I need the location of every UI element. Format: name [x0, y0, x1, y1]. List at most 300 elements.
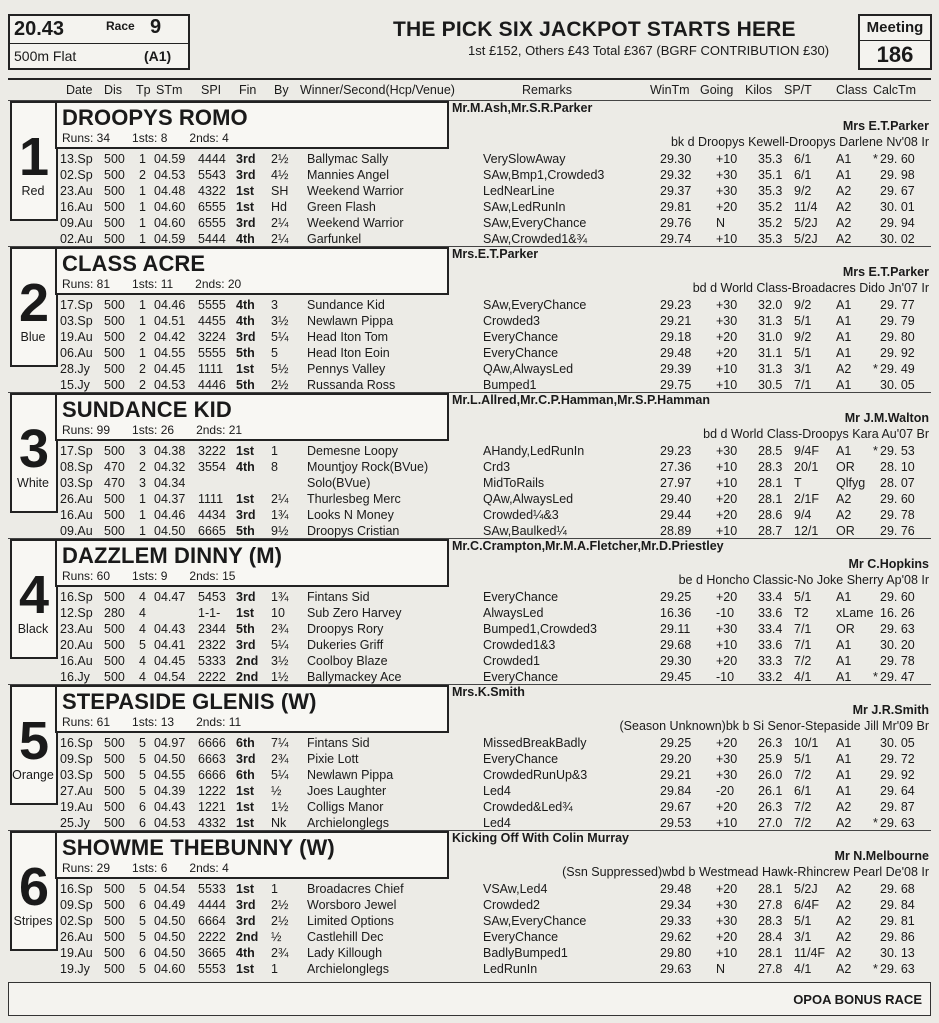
- run-win-time: 16.36: [660, 606, 692, 620]
- run-going: +20: [716, 508, 738, 522]
- run-sectional-time: 04.46: [154, 298, 186, 312]
- form-line: [0, 736, 939, 752]
- dog-name-box: [55, 101, 449, 149]
- run-sectional-time: 04.45: [154, 362, 186, 376]
- run-finish: 5th: [236, 378, 255, 392]
- run-going: N: [716, 216, 726, 230]
- run-trap: 5: [139, 784, 146, 798]
- run-distance: 470: [104, 476, 125, 490]
- owners: Mr.M.Ash,Mr.S.R.Parker: [452, 101, 593, 115]
- run-date: 09.Sp: [60, 898, 93, 912]
- run-win-time: 29.18: [660, 330, 692, 344]
- run-positions: 1111: [198, 362, 224, 376]
- form-line: [0, 946, 939, 962]
- form-line: [0, 784, 939, 800]
- run-sectional-time: 04.41: [154, 638, 186, 652]
- run-positions: 5555: [198, 298, 226, 312]
- run-weight: 28.3: [758, 460, 783, 474]
- run-class: A2: [836, 882, 852, 896]
- run-win-time: 29.37: [660, 184, 692, 198]
- run-trap: 2: [139, 460, 146, 474]
- run-date: 03.Sp: [60, 476, 93, 490]
- run-starting-price: 7/2: [794, 768, 812, 782]
- run-going: +30: [716, 314, 738, 328]
- run-trap: 1: [139, 216, 146, 230]
- run-trap: 5: [139, 882, 146, 896]
- run-going: +30: [716, 168, 738, 182]
- run-trap: 1: [139, 200, 146, 214]
- run-going: +10: [716, 524, 738, 538]
- form-line: [0, 298, 939, 314]
- run-going: -10: [716, 606, 735, 620]
- run-weight: 31.3: [758, 362, 783, 376]
- run-date: 26.Au: [60, 930, 93, 944]
- run-win-time: 29.68: [660, 638, 692, 652]
- run-margin: 2¾: [271, 622, 289, 636]
- run-date: 15.Jy: [60, 378, 90, 392]
- run-going: +20: [716, 930, 738, 944]
- form-line: [0, 200, 939, 216]
- form-line: [0, 590, 939, 606]
- form-line: [0, 962, 939, 978]
- run-sectional-time: 04.42: [154, 330, 186, 344]
- run-margin: 2½: [271, 152, 289, 166]
- run-date: 13.Sp: [60, 152, 93, 166]
- run-weight: 31.1: [758, 346, 783, 360]
- run-positions: 3224: [198, 330, 226, 344]
- col-going: Going: [700, 83, 734, 97]
- run-date: 16.Au: [60, 200, 93, 214]
- run-finish: 6th: [236, 768, 255, 782]
- form-lines: [0, 444, 939, 540]
- run-sectional-time: 04.50: [154, 930, 186, 944]
- dog-name: DROOPYS ROMO: [62, 105, 248, 130]
- run-margin: 2¼: [271, 232, 289, 246]
- calc-time-value: 29. 81: [880, 914, 915, 928]
- run-weight: 33.6: [758, 606, 783, 620]
- run-positions: 2322: [198, 638, 226, 652]
- run-class: A1: [836, 168, 852, 182]
- run-remarks: QAw,AlwaysLed: [483, 362, 574, 376]
- run-weight: 27.0: [758, 816, 783, 830]
- run-trap: 5: [139, 914, 146, 928]
- form-line: [0, 362, 939, 378]
- run-positions: 6555: [198, 200, 226, 214]
- run-class: A1: [836, 670, 852, 684]
- breeding: (Ssn Suppressed)wbd b Westmead Hawk-Rhincrew Pearl De'08 Ir: [562, 865, 929, 879]
- run-finish: 4th: [236, 946, 255, 960]
- run-margin: 3½: [271, 314, 289, 328]
- run-win-time: 29.25: [660, 590, 692, 604]
- dog-name-box: [55, 539, 449, 587]
- run-positions: 5333: [198, 654, 226, 668]
- run-trap: 6: [139, 800, 146, 814]
- run-remarks: SAw,LedRunIn: [483, 200, 566, 214]
- run-starting-price: T: [794, 476, 802, 490]
- col-dis: Dis: [104, 83, 123, 97]
- meeting-number: 186: [876, 42, 914, 67]
- run-going: +20: [716, 492, 738, 506]
- run-weight: 33.4: [758, 622, 783, 636]
- run-weight: 28.7: [758, 524, 783, 538]
- dog-stats: [62, 131, 229, 145]
- run-starting-price: 9/2: [794, 330, 812, 344]
- calc-time-value: 16. 26: [880, 606, 915, 620]
- col-tp: Tp: [136, 83, 151, 97]
- run-winner: Newlawn Pippa: [307, 768, 394, 782]
- run-starting-price: 2/1F: [794, 492, 820, 506]
- run-margin: 2½: [271, 914, 289, 928]
- run-positions: 4332: [198, 816, 226, 830]
- calc-time-value: 29. 92: [880, 768, 915, 782]
- dog-wins: 1sts: 6: [132, 861, 168, 875]
- run-win-time: 29.34: [660, 898, 692, 912]
- run-trap: 4: [139, 590, 146, 604]
- run-starting-price: 10/1: [794, 736, 819, 750]
- run-finish: 4th: [236, 460, 255, 474]
- col-winner: Winner/Second(Hcp/Venue): [300, 83, 455, 97]
- run-finish: 6th: [236, 736, 255, 750]
- run-sectional-time: 04.60: [154, 200, 186, 214]
- run-sectional-time: 04.39: [154, 784, 186, 798]
- run-margin: 2¾: [271, 752, 289, 766]
- calc-time-value: 29. 84: [880, 898, 915, 912]
- run-margin: 3½: [271, 654, 289, 668]
- run-trap: 2: [139, 362, 146, 376]
- run-win-time: 29.25: [660, 736, 692, 750]
- footer-box: [8, 982, 931, 1016]
- col-spi: SPI: [201, 83, 222, 97]
- run-positions: 6666: [198, 736, 226, 750]
- run-margin: 7¼: [271, 736, 289, 750]
- trap-colour: Red: [21, 184, 45, 198]
- dog-seconds: 2nds: 4: [189, 861, 229, 875]
- meeting-box: [858, 14, 932, 70]
- run-sectional-time: 04.45: [154, 654, 186, 668]
- col-kilos: Kilos: [745, 83, 773, 97]
- run-trap: 4: [139, 606, 146, 620]
- calc-time-value: 30. 01: [880, 200, 915, 214]
- run-finish: 1st: [236, 492, 255, 506]
- run-distance: 280: [104, 606, 125, 620]
- calc-time-value: 29. 47: [880, 670, 915, 684]
- run-distance: 500: [104, 736, 125, 750]
- run-win-time: 29.62: [660, 930, 692, 944]
- run-trap: 1: [139, 184, 146, 198]
- run-trap: 5: [139, 752, 146, 766]
- run-distance: 500: [104, 216, 125, 230]
- dog-seconds: 2nds: 15: [189, 569, 236, 583]
- run-winner: Fintans Sid: [307, 590, 370, 604]
- col-fin: Fin: [239, 83, 257, 97]
- calc-time-value: 29. 53: [880, 444, 915, 458]
- run-starting-price: 5/1: [794, 346, 812, 360]
- run-margin: SH: [271, 184, 289, 198]
- form-line: [0, 654, 939, 670]
- run-date: 26.Au: [60, 492, 93, 506]
- form-line: [0, 460, 939, 476]
- run-finish: 2nd: [236, 930, 259, 944]
- run-class: A2: [836, 362, 852, 376]
- trainer: Mr J.R.Smith: [852, 703, 929, 717]
- run-win-time: 27.36: [660, 460, 692, 474]
- run-finish: 1st: [236, 800, 255, 814]
- form-line: [0, 168, 939, 184]
- run-winner: Mannies Angel: [307, 168, 390, 182]
- run-remarks: EveryChance: [483, 930, 559, 944]
- col-sp: SP/T: [784, 83, 812, 97]
- run-weight: 26.0: [758, 768, 783, 782]
- run-going: +20: [716, 882, 738, 896]
- run-going: +30: [716, 768, 738, 782]
- run-distance: 500: [104, 816, 125, 830]
- run-starting-price: T2: [794, 606, 809, 620]
- runner-entry: [0, 100, 939, 246]
- run-winner: Lady Killough: [307, 946, 383, 960]
- run-going: +10: [716, 232, 738, 246]
- calc-time-value: 29. 92: [880, 346, 915, 360]
- run-remarks: EveryChance: [483, 330, 559, 344]
- run-remarks: EveryChance: [483, 590, 559, 604]
- run-sectional-time: 04.50: [154, 946, 186, 960]
- col-remarks: Remarks: [522, 83, 573, 97]
- run-remarks: EveryChance: [483, 346, 559, 360]
- run-positions: 4322: [198, 184, 226, 198]
- run-trap: 6: [139, 816, 146, 830]
- run-sectional-time: 04.46: [154, 508, 186, 522]
- run-trap: 2: [139, 330, 146, 344]
- dog-seconds: 2nds: 21: [196, 423, 243, 437]
- run-going: +10: [716, 362, 738, 376]
- race-distance: 500m Flat: [14, 48, 77, 64]
- run-going: +30: [716, 914, 738, 928]
- run-winner: Pennys Valley: [307, 362, 386, 376]
- run-remarks: Crowded1&3: [483, 638, 556, 652]
- run-date: 03.Sp: [60, 314, 93, 328]
- run-trap: 2: [139, 168, 146, 182]
- run-finish: 4th: [236, 232, 255, 246]
- form-line: [0, 346, 939, 362]
- run-win-time: 29.40: [660, 492, 692, 506]
- race-info-divider: [10, 43, 188, 44]
- run-starting-price: 6/1: [794, 168, 812, 182]
- dog-name-box: [55, 685, 449, 733]
- col-wintm: WinTm: [650, 83, 690, 97]
- run-distance: 500: [104, 670, 125, 684]
- run-remarks: Bumped1,Crowded3: [483, 622, 597, 636]
- run-win-time: 29.80: [660, 946, 692, 960]
- run-finish: 1st: [236, 606, 255, 620]
- run-date: 25.Jy: [60, 816, 90, 830]
- run-win-time: 29.48: [660, 346, 692, 360]
- run-win-time: 29.81: [660, 200, 692, 214]
- calc-time-value: 29. 63: [880, 962, 915, 976]
- run-positions: 6555: [198, 216, 226, 230]
- form-line: [0, 330, 939, 346]
- run-starting-price: 20/1: [794, 460, 819, 474]
- calc-time-value: 29. 63: [880, 816, 915, 830]
- run-class: A1: [836, 314, 852, 328]
- run-sectional-time: 04.37: [154, 492, 186, 506]
- runner-entry: [0, 538, 939, 684]
- run-weight: 28.1: [758, 492, 783, 506]
- run-starting-price: 3/1: [794, 362, 812, 376]
- run-weight: 25.9: [758, 752, 783, 766]
- run-starting-price: 11/4: [794, 200, 818, 214]
- run-sectional-time: 04.53: [154, 816, 186, 830]
- run-going: +10: [716, 946, 738, 960]
- run-weight: 32.0: [758, 298, 783, 312]
- dog-stats: [62, 715, 241, 729]
- run-margin: 5¼: [271, 638, 289, 652]
- run-trap: 1: [139, 298, 146, 312]
- run-weight: 26.3: [758, 800, 783, 814]
- run-class: A2: [836, 816, 852, 830]
- calc-time-value: 30. 05: [880, 736, 915, 750]
- calc-time-value: 29. 98: [880, 168, 915, 182]
- run-margin: Hd: [271, 200, 287, 214]
- run-remarks: Crowded2: [483, 898, 540, 912]
- run-trap: 5: [139, 736, 146, 750]
- run-weight: 33.6: [758, 638, 783, 652]
- run-class: A1: [836, 784, 852, 798]
- run-margin: 5: [271, 346, 278, 360]
- calc-star-marker: *: [873, 962, 878, 976]
- col-date: Date: [66, 83, 93, 97]
- run-date: 02.Au: [60, 232, 93, 246]
- dog-runs: Runs: 29: [62, 861, 111, 875]
- run-win-time: 29.21: [660, 314, 692, 328]
- run-sectional-time: 04.54: [154, 882, 186, 896]
- run-class: A1: [836, 768, 852, 782]
- run-date: 16.Sp: [60, 882, 93, 896]
- run-class: A1: [836, 638, 852, 652]
- calc-time-value: 28. 07: [880, 476, 915, 490]
- run-finish: 3rd: [236, 898, 256, 912]
- form-line: [0, 508, 939, 524]
- run-positions: 2222: [198, 930, 226, 944]
- run-date: 09.Au: [60, 216, 93, 230]
- run-win-time: 29.53: [660, 816, 692, 830]
- calc-time-value: 29. 49: [880, 362, 915, 376]
- run-remarks: SAw,EveryChance: [483, 298, 587, 312]
- calc-star-marker: *: [873, 816, 878, 830]
- calc-star-marker: *: [873, 152, 878, 166]
- dog-name-box: [55, 393, 449, 441]
- run-date: 09.Au: [60, 524, 93, 538]
- run-sectional-time: 04.97: [154, 736, 186, 750]
- run-date: 20.Au: [60, 638, 93, 652]
- run-remarks: VerySlowAway: [483, 152, 566, 166]
- form-lines: [0, 590, 939, 686]
- form-line: [0, 444, 939, 460]
- calc-time-value: 29. 60: [880, 152, 915, 166]
- dog-wins: 1sts: 26: [132, 423, 175, 437]
- meeting-label: Meeting: [866, 19, 924, 36]
- run-weight: 28.1: [758, 882, 783, 896]
- run-date: 06.Au: [60, 346, 93, 360]
- run-win-time: 29.23: [660, 298, 692, 312]
- run-winner: Russanda Ross: [307, 378, 396, 392]
- run-class: A2: [836, 914, 852, 928]
- run-starting-price: 4/1: [794, 962, 812, 976]
- run-finish: 4th: [236, 298, 255, 312]
- run-weight: 35.1: [758, 168, 783, 182]
- run-winner: Pixie Lott: [307, 752, 359, 766]
- run-win-time: 29.76: [660, 216, 692, 230]
- run-sectional-time: 04.43: [154, 622, 186, 636]
- run-winner: Castlehill Dec: [307, 930, 384, 944]
- run-remarks: LedRunIn: [483, 962, 538, 976]
- dog-seconds: 2nds: 4: [189, 131, 229, 145]
- run-margin: 2½: [271, 898, 289, 912]
- run-distance: 500: [104, 492, 125, 506]
- run-margin: 1¾: [271, 508, 289, 522]
- run-remarks: VSAw,Led4: [483, 882, 548, 896]
- run-class: A2: [836, 216, 852, 230]
- run-positions: 3554: [198, 460, 226, 474]
- form-line: [0, 768, 939, 784]
- run-winner: Droopys Cristian: [307, 524, 400, 538]
- run-remarks: MidToRails: [483, 476, 545, 490]
- run-positions: 1111: [198, 492, 224, 506]
- run-sectional-time: 04.59: [154, 152, 186, 166]
- run-date: 03.Sp: [60, 768, 93, 782]
- run-distance: 470: [104, 460, 125, 474]
- run-remarks: Crd3: [483, 460, 511, 474]
- run-finish: 5th: [236, 346, 255, 360]
- run-remarks: Crowded3: [483, 314, 540, 328]
- run-going: -20: [716, 784, 735, 798]
- run-positions: 4444: [198, 152, 226, 166]
- breeding: bd d World Class-Droopys Kara Au'07 Br: [703, 427, 929, 441]
- run-positions: 3665: [198, 946, 226, 960]
- run-weight: 28.3: [758, 914, 783, 928]
- run-positions: 5555: [198, 346, 226, 360]
- run-winner: Ballymackey Ace: [307, 670, 402, 684]
- run-distance: 500: [104, 752, 125, 766]
- run-weight: 28.6: [758, 508, 783, 522]
- race-time: 20.43: [14, 18, 65, 40]
- run-date: 23.Au: [60, 184, 93, 198]
- run-remarks: Led4: [483, 816, 511, 830]
- column-headers: [0, 82, 939, 100]
- run-remarks: EveryChance: [483, 752, 559, 766]
- dog-wins: 1sts: 13: [132, 715, 175, 729]
- trap-number: 4: [18, 565, 50, 625]
- run-going: +30: [716, 898, 738, 912]
- run-winner: Archielonglegs: [307, 816, 389, 830]
- run-class: OR: [836, 460, 855, 474]
- run-winner: Solo(BVue): [307, 476, 371, 490]
- run-remarks: SAw,Bmp1,Crowded3: [483, 168, 605, 182]
- dog-name: SHOWME THEBUNNY (W): [62, 835, 335, 860]
- run-distance: 500: [104, 654, 125, 668]
- calc-time-value: 29. 86: [880, 930, 915, 944]
- trap-number: 2: [18, 273, 50, 333]
- run-class: xLame: [836, 606, 874, 620]
- run-weight: 31.3: [758, 314, 783, 328]
- run-starting-price: 12/1: [794, 524, 819, 538]
- run-margin: 1: [271, 882, 278, 896]
- run-distance: 500: [104, 314, 125, 328]
- meeting-divider: [860, 40, 930, 41]
- run-distance: 500: [104, 638, 125, 652]
- run-sectional-time: 04.49: [154, 898, 186, 912]
- run-winner: Thurlesbeg Merc: [307, 492, 401, 506]
- run-weight: 35.3: [758, 184, 783, 198]
- trap-number: 5: [18, 711, 50, 771]
